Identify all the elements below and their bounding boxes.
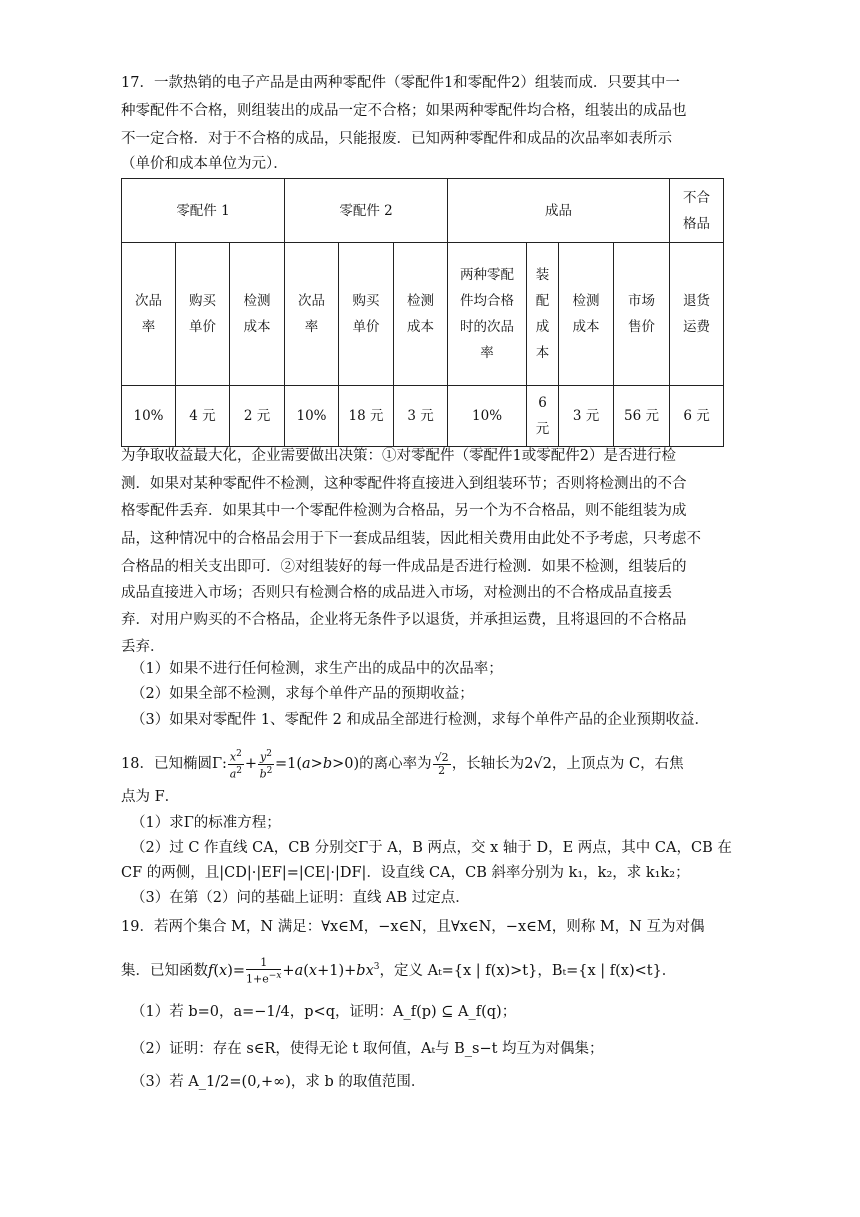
header-product-test-cost: 检测成本 — [559, 243, 614, 386]
q18-part-2b: CF 的两侧，且|CD|·|EF|=|CE|·|DF|．设直线 CA，CB 斜率分别为 k₁，k₂，求 k₁k₂； — [121, 865, 690, 881]
function-definition: f(x)= $\frac{1}{1+e^{-x}}$ $+a(x+1)+bx^3$ — [208, 955, 380, 986]
q17-part-2: （2）如果全部不检测，求每个单件产品的预期收益； — [131, 686, 474, 702]
group-defective: 不合格品 — [670, 179, 724, 243]
q17-after-6: 成品直接进入市场；否则只有检测合格的成品进入市场，对检测出的不合格成品直接丢 — [121, 585, 672, 601]
q17-after-4: 品，这种情况中的合格品会用于下一套成品组装，因此相关费用由此处不予考虑，只考虑不 — [121, 531, 701, 547]
group-product: 成品 — [448, 179, 670, 243]
header-market-price: 市场售价 — [614, 243, 670, 386]
header-p1-defect-rate: 次品率 — [122, 243, 176, 386]
header-return-shipping: 退货运费 — [670, 243, 724, 386]
q17-line-1: 17．一款热销的电子产品是由两种零配件（零配件1和零配件2）组装而成．只要其中一 — [121, 75, 680, 91]
value-assembly-cost: 6 元 — [527, 386, 559, 447]
value-p1-defect-rate: 10% — [122, 386, 176, 447]
header-product-defect-rate: 两种零配件均合格时的次品率 — [448, 243, 527, 386]
group-part-2: 零配件 2 — [285, 179, 448, 243]
value-p1-price: 4 元 — [176, 386, 230, 447]
q19-part-1: （1）若 b=0，a=−1/4，p<q，证明：A_f(p) ⊆ A_f(q)； — [131, 1004, 517, 1020]
value-return-shipping: 6 元 — [670, 386, 724, 447]
q17-after-1: 为争取收益最大化，企业需要做出决策：①对零配件（零配件1或零配件2）是否进行检 — [121, 448, 676, 464]
header-p2-defect-rate: 次品率 — [285, 243, 339, 386]
q18-line-2: 点为 F． — [121, 789, 180, 805]
q17-line-2: 种零配件不合格，则组装出的成品一定不合格；如果两种零配件均合格，组装出的成品也 — [121, 103, 687, 119]
value-product-test-cost: 3 元 — [559, 386, 614, 447]
group-part-1: 零配件 1 — [122, 179, 285, 243]
value-p1-test-cost: 2 元 — [230, 386, 285, 447]
q17-line-4: （单价和成本单位为元）． — [121, 156, 288, 172]
q17-line-3: 不一定合格．对于不合格的成品，只能报废．已知两种零配件和成品的次品率如表所示 — [121, 131, 672, 147]
header-p2-price: 购买单价 — [339, 243, 394, 386]
q17-after-3: 格零配件丢弃．如果其中一个零配件检测为合格品，另一个为不合格品，则不能组装为成 — [121, 503, 687, 519]
value-p2-test-cost: 3 元 — [394, 386, 448, 447]
q17-part-1: （1）如果不进行任何检测，求生产出的成品中的次品率； — [131, 661, 503, 677]
q17-after-7: 弃．对用户购买的不合格品，企业将无条件予以退货，并承担运费，且将退回的不合格品 — [121, 612, 687, 628]
value-p2-price: 18 元 — [339, 386, 394, 447]
q18-part-3: （3）在第（2）问的基础上证明：直线 AB 过定点． — [131, 890, 470, 906]
header-p1-price: 购买单价 — [176, 243, 230, 386]
q19-line-1: 19．若两个集合 M，N 满足：∀x∈M，−x∈N，且∀x∈N，−x∈M，则称 M，N 互为对偶 — [121, 919, 705, 935]
eccentricity-value: $\frac{√2}{2}$ — [434, 750, 449, 777]
q17-after-5: 合格品的相关支出即可．②对组装好的每一件成品是否进行检测．如果不检测，组装后的 — [121, 559, 687, 575]
header-p1-test-cost: 检测成本 — [230, 243, 285, 386]
q17-after-2: 测．如果对某种零配件不检测，这种零配件将直接进入到组装环节；否则将检测出的不合 — [121, 476, 687, 492]
value-product-defect-rate: 10% — [448, 386, 527, 447]
q19-line-2: 集．已知函数f(x)= $\frac{1}{1+e^{-x}}$ $+a(x+1)+bx^3$，定义 Aₜ={x | f(x)>t}，Bₜ={x | f(x)<t}． — [121, 955, 677, 986]
header-assembly-cost: 装配成本 — [527, 243, 559, 386]
header-p2-test-cost: 检测成本 — [394, 243, 448, 386]
major-axis-value: 2√2 — [524, 756, 552, 773]
q19-part-3: （3）若 A_1/2=(0,+∞)，求 b 的取值范围． — [131, 1074, 426, 1090]
q18-part-1: （1）求Γ的标准方程； — [131, 815, 281, 831]
q18-intro: 18．已知椭圆Γ: $\frac{x^2}{a^2}$ + $\frac{y^2}{b^2}$ =1(a>b>0)的离心率为 $\frac{√2}{2}$ ，长轴长为2√2，上顶点为 C，右焦 — [121, 749, 684, 781]
q17-after-8: 丢弃． — [121, 639, 165, 655]
value-market-price: 56 元 — [614, 386, 670, 447]
value-p2-defect-rate: 10% — [285, 386, 339, 447]
q17-part-3: （3）如果对零配件 1、零配件 2 和成品全部进行检测，求每个单件产品的企业预期收益． — [131, 712, 709, 728]
q19-part-2: （2）证明：存在 s∈R，使得无论 t 取何值，Aₜ与 B_s−t 均互为对偶集； — [131, 1041, 604, 1057]
defect-rate-table — [121, 178, 724, 447]
ellipse-equation: Γ: $\frac{x^2}{a^2}$ + $\frac{y^2}{b^2}$ =1(a>b>0) — [211, 749, 360, 781]
q18-part-2a: （2）过 C 作直线 CA，CB 分别交Γ于 A，B 两点，交 x 轴于 D，E 两点，其中 CA，CB 在 — [131, 840, 732, 856]
